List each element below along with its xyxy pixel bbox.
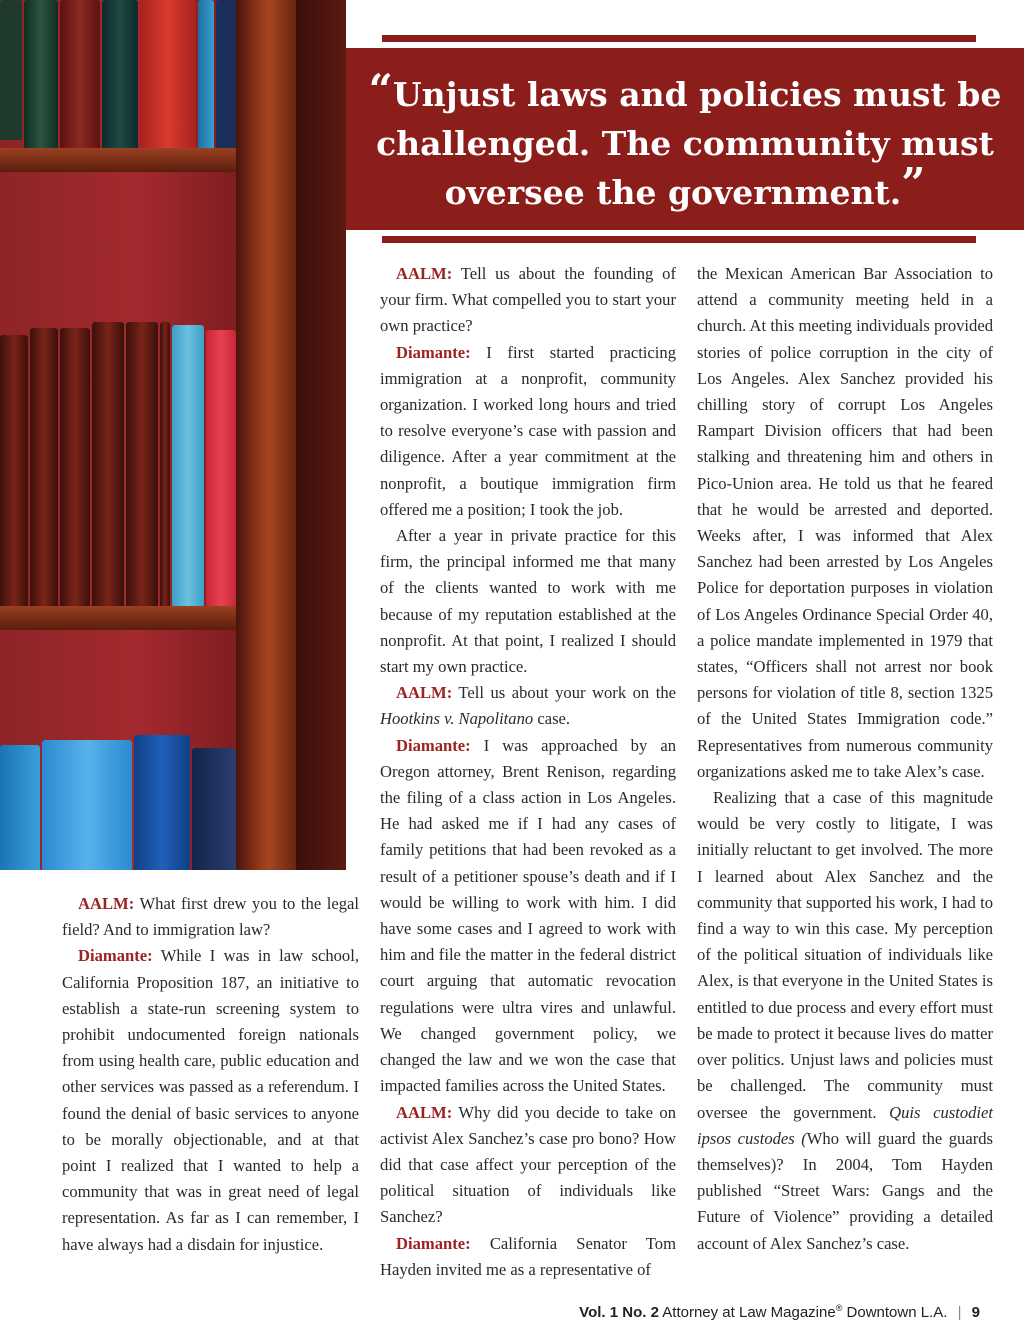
banner-rule-bottom <box>382 236 976 243</box>
page-number: 9 <box>971 1304 980 1321</box>
answer-text: Who will guard the guards themselves)? In 2004, Tom Hayden published “Street Wars: Gangs and the Future of Violence” providing a detailed account of Alex Sanchez’s case. <box>697 1128 993 1253</box>
text-column-3 <box>697 261 993 1257</box>
registered-mark: ® <box>835 1303 843 1313</box>
book-spine <box>134 735 190 870</box>
latin-phrase: Quis custodiet ipsos custodes ( <box>697 1102 994 1148</box>
book-spine <box>42 740 132 870</box>
book-spine <box>92 322 124 610</box>
edition-name: Downtown L.A. <box>846 1304 948 1321</box>
text-column-2 <box>380 261 676 1283</box>
shelf-shadow <box>296 0 346 870</box>
footer-separator: | <box>957 1304 962 1321</box>
book-spine <box>126 322 158 610</box>
pull-quote-text: Unjust laws and policies must be challenged. The community must oversee the government. <box>376 75 1002 212</box>
paragraph <box>62 943 359 1257</box>
book-spine <box>102 0 138 150</box>
question-text: What first drew you to the legal field? And to immigration law? <box>62 894 359 940</box>
close-quote-mark: ” <box>901 159 926 208</box>
question-text: Tell us about your work on the <box>452 683 676 703</box>
book-spine <box>0 0 22 140</box>
answer-label: Diamante: <box>78 946 153 966</box>
page-footer <box>579 1303 980 1321</box>
shelf-upright <box>236 0 296 870</box>
book-spine <box>192 748 236 870</box>
answer-text: After a year in private practice for this firm, the principal informed me that many of the clients wanted to work with me because of my reputation established at the nonprofit. At that point, I realized I should start my own practice. <box>380 526 676 677</box>
open-quote-mark: “ <box>368 65 393 114</box>
answer-text: I was approached by an Oregon attorney, Brent Renison, regarding the filing of a class action in Los Angeles. He had asked me if I had any cases of family petitions that had been revoked as a result of a petitioner spouse’s death and if I would be willing to work with him. I did have some cases and I agreed to work with him and file the matter in the federal district court arguing that automatic revocation regulations were ultra vires and unlawful. We changed government policy, we changed the law and we won the case that impacted families across the United States. <box>380 735 676 1096</box>
paragraph <box>380 680 676 732</box>
book-spine <box>172 325 204 610</box>
paragraph <box>697 785 993 1257</box>
paragraph <box>380 523 676 680</box>
question-text: Tell us about the founding of your firm. What compelled you to start your own practice? <box>380 264 676 336</box>
shelf-board <box>0 148 240 172</box>
book-spine <box>216 0 236 150</box>
case-name: Hootkins v. Napolitano <box>380 709 534 729</box>
paragraph <box>62 891 359 943</box>
question-label: AALM: <box>396 1102 453 1122</box>
paragraph <box>380 1100 676 1231</box>
book-spine <box>0 335 28 610</box>
paragraph <box>380 340 676 523</box>
question-label: AALM: <box>396 264 453 283</box>
book-spine <box>0 745 40 870</box>
book-spine <box>24 0 58 150</box>
question-text: case. <box>533 709 571 729</box>
book-spine <box>30 328 58 610</box>
book-spine <box>140 0 196 150</box>
paragraph <box>380 1231 676 1283</box>
pull-quote <box>346 65 1024 217</box>
book-spine <box>60 0 100 150</box>
paragraph <box>380 261 676 340</box>
paragraph <box>697 261 993 785</box>
book-spine <box>60 328 90 610</box>
answer-label: Diamante: <box>396 1233 471 1253</box>
text-column-1 <box>62 891 359 1258</box>
question-text: Why did you decide to take on activist Alex Sanchez’s case pro bono? How did that case affect your perception of the political situation of individuals like Sanchez? <box>380 1102 676 1227</box>
question-label: AALM: <box>396 683 453 703</box>
answer-label: Diamante: <box>396 735 471 755</box>
paragraph <box>380 733 676 1100</box>
question-label: AALM: <box>78 894 135 913</box>
book-spine <box>198 0 214 150</box>
bookshelf-photo <box>0 0 346 870</box>
book-spine <box>160 322 170 610</box>
magazine-name: Attorney at Law Magazine <box>662 1304 836 1321</box>
answer-text: Realizing that a case of this magnitude would be very costly to litigate, I was initially reluctant to get involved. The more I learned about Alex Sanchez and the community that supported his work, I had to find a way to win this case. My perception of the political situation of individuals like Alex, is that everyone in the United States is entitled to due process and every effort must be made to protect it because lives do matter over politics. Unjust laws and policies must be challenged. The community must oversee the government. <box>697 788 993 1122</box>
issue-volume: Vol. 1 No. 2 <box>579 1304 659 1321</box>
shelf-board <box>0 606 240 630</box>
answer-text: the Mexican American Bar Association to attend a community meeting held in a church. At this meeting individuals provided stories of police corruption in the city of Los Angeles. Alex Sanchez provided his chilling story of corrupt Los Angeles Rampart Division officers that had been stalking and threatening him and others in Pico-Union area. He told us that he feared that he would be arrested and deported. Weeks after, I was informed that Alex Sanchez had been arrested by Los Angeles Police for deportation purposes in violation of Los Angeles Ordinance Special Order 40, a police mandate implemented in 1979 that states, “Officers shall not arrest nor book persons for violation of title 8, section 1325 of the United States Immigration code.” Representatives from numerous community organizations asked me to take Alex’s case. <box>697 264 993 781</box>
answer-label: Diamante: <box>396 342 471 362</box>
answer-text: California Senator Tom Hayden invited me as a representative of <box>380 1233 676 1279</box>
answer-text: I first started practicing immigration at a nonprofit, community organization. I worked long hours and tried to resolve everyone’s case with passion and diligence. After a year commitment at the nonprofit, a boutique immigration firm offered me a position; I took the job. <box>380 342 676 519</box>
book-spine <box>206 330 236 610</box>
answer-text: While I was in law school, California Proposition 187, an initiative to establish a state-run screening system to prohibit undocumented foreign nationals from using health care, public education and other services was passed as a referendum. I found the denial of basic services to anyone to be morally objectionable, and at that point I realized that I wanted to help a community that was in great need of legal representation. As far as I can remember, I have always had a disdain for injustice. <box>62 946 359 1254</box>
banner-rule-top <box>382 35 976 42</box>
